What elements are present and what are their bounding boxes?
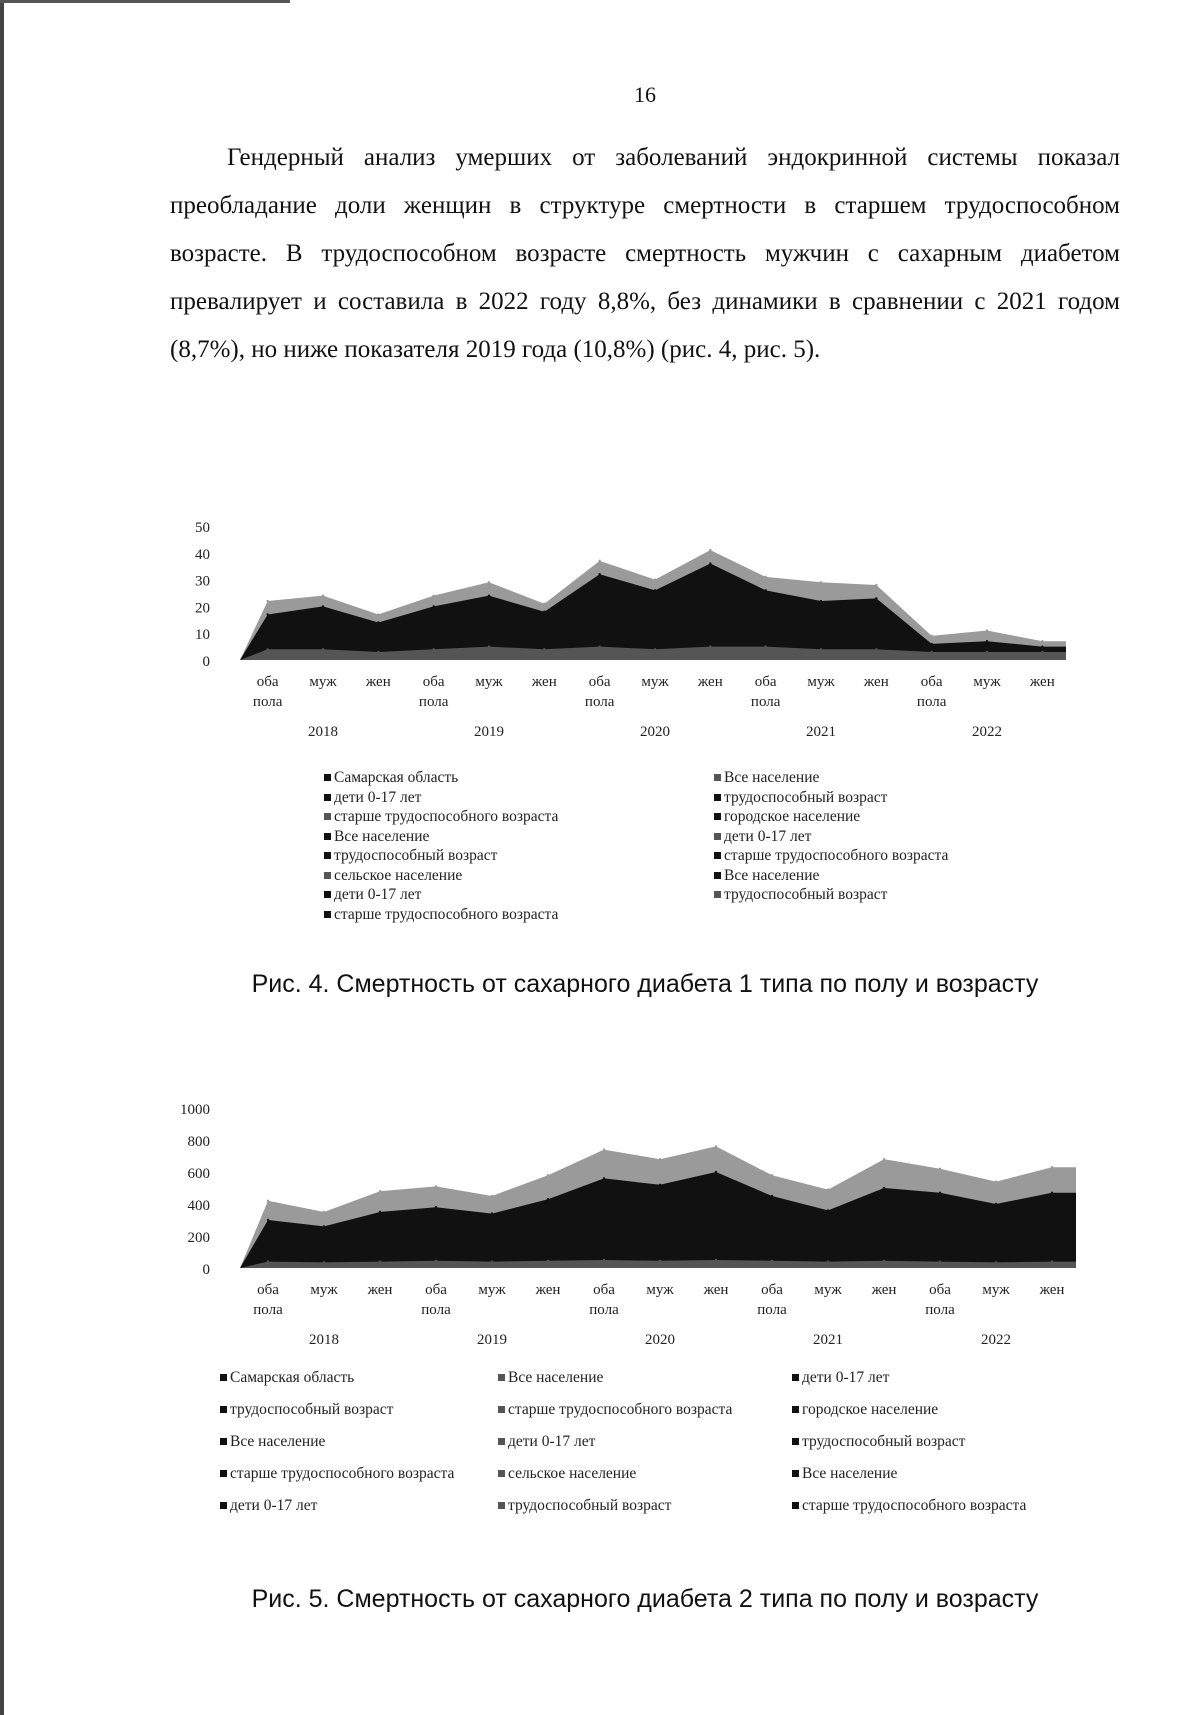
legend-label: трудоспособный возраст	[334, 847, 498, 864]
x-tick-label-line2: пола	[418, 694, 449, 710]
legend-item	[714, 846, 948, 866]
data-point	[709, 562, 711, 564]
data-point	[547, 1174, 549, 1176]
legend-item	[324, 846, 497, 866]
data-point	[827, 1209, 829, 1211]
data-point	[986, 651, 988, 653]
y-tick-label: 40	[195, 546, 210, 563]
legend-label: Все население	[508, 1369, 604, 1386]
year-group-label: 2020	[645, 1332, 675, 1348]
x-tick-label: муж	[646, 1282, 674, 1298]
legend-marker	[714, 833, 721, 840]
x-tick-label: жен	[863, 674, 889, 690]
legend-item	[498, 1496, 671, 1516]
data-point	[659, 1260, 661, 1262]
data-point	[598, 573, 600, 575]
x-tick-label: муж	[982, 1282, 1010, 1298]
data-point	[491, 1212, 493, 1214]
legend-label: старше трудоспособного возраста	[802, 1497, 1027, 1514]
year-group-label: 2020	[640, 724, 670, 740]
data-point	[491, 1195, 493, 1197]
data-point	[1051, 1166, 1053, 1168]
data-point	[709, 549, 711, 551]
legend-item	[792, 1432, 965, 1452]
legend-marker	[324, 872, 331, 879]
data-point	[764, 645, 766, 647]
data-point	[547, 1198, 549, 1200]
data-point	[488, 645, 490, 647]
legend-item	[220, 1464, 454, 1484]
data-point	[603, 1177, 605, 1179]
legend-item	[220, 1400, 393, 1420]
x-tick-label: муж	[309, 674, 337, 690]
data-point	[715, 1171, 717, 1173]
data-point	[995, 1180, 997, 1182]
y-tick-label: 400	[187, 1198, 210, 1214]
legend-marker	[792, 1438, 799, 1445]
year-group-label: 2022	[972, 724, 1002, 740]
data-point	[930, 635, 932, 637]
data-point	[875, 597, 877, 599]
x-tick-label: муж	[310, 1282, 338, 1298]
data-point	[654, 578, 656, 580]
x-tick-label: жен	[703, 1282, 729, 1298]
y-tick-label: 10	[195, 627, 210, 644]
legend-marker	[324, 774, 331, 781]
data-point	[379, 1211, 381, 1213]
data-point	[377, 613, 379, 615]
data-point	[432, 648, 434, 650]
legend-label: дети 0-17 лет	[334, 886, 422, 903]
x-tick-label-line2: пола	[750, 694, 781, 710]
legend-item	[498, 1368, 603, 1388]
data-point	[875, 648, 877, 650]
data-point	[930, 651, 932, 653]
data-point	[377, 651, 379, 653]
x-tick-label: оба	[754, 674, 777, 690]
y-tick-label: 0	[202, 654, 210, 670]
y-tick-label: 200	[187, 1230, 210, 1246]
legend-label: городское население	[724, 808, 861, 825]
legend-label: старше трудоспособного возраста	[230, 1465, 455, 1482]
x-tick-label-line2: пола	[252, 694, 283, 710]
legend-item	[324, 885, 421, 905]
data-point	[435, 1206, 437, 1208]
x-tick-label: оба	[425, 1282, 447, 1298]
x-tick-label: жен	[871, 1282, 897, 1298]
x-tick-label: муж	[807, 674, 835, 690]
legend-item	[714, 866, 819, 886]
data-point	[827, 1188, 829, 1190]
data-point	[659, 1158, 661, 1160]
data-point	[267, 1260, 269, 1262]
data-point	[771, 1260, 773, 1262]
legend-marker	[714, 794, 721, 801]
figure-4-svg	[0, 510, 1200, 760]
x-tick-label: жен	[1039, 1282, 1065, 1298]
data-point	[598, 645, 600, 647]
data-point	[1041, 645, 1043, 647]
legend-marker	[498, 1502, 505, 1509]
year-group-label: 2021	[813, 1332, 843, 1348]
legend-item	[324, 807, 558, 827]
data-point	[435, 1185, 437, 1187]
scan-border-left	[0, 0, 4, 1715]
x-tick-label-line2: пола	[584, 694, 615, 710]
legend-label: Все население	[334, 827, 430, 845]
x-tick-label-line2: пола	[253, 1302, 283, 1318]
x-tick-label: оба	[422, 674, 445, 690]
legend-marker	[714, 872, 721, 879]
data-point	[771, 1195, 773, 1197]
data-point	[379, 1190, 381, 1192]
legend-label: трудоспособный возраст	[724, 788, 888, 806]
data-point	[543, 611, 545, 613]
data-point	[379, 1260, 381, 1262]
data-point	[827, 1260, 829, 1262]
x-tick-label: оба	[257, 1282, 279, 1298]
data-point	[1051, 1260, 1053, 1262]
y-tick-label: 600	[187, 1166, 210, 1182]
x-tick-label: муж	[973, 674, 1001, 690]
data-point	[322, 594, 324, 596]
data-point	[771, 1174, 773, 1176]
data-point	[323, 1225, 325, 1227]
data-point	[323, 1211, 325, 1213]
x-tick-label: жен	[1029, 674, 1055, 690]
y-tick-label: 50	[195, 520, 210, 536]
data-point	[883, 1260, 885, 1262]
y-tick-label: 800	[187, 1134, 210, 1150]
data-point	[322, 648, 324, 650]
legend-label: дети 0-17 лет	[508, 1433, 596, 1450]
data-point	[266, 613, 268, 615]
data-point	[709, 645, 711, 647]
legend-marker	[220, 1438, 227, 1445]
x-tick-label: оба	[761, 1282, 783, 1298]
data-point	[603, 1148, 605, 1150]
figure-4-caption: Рис. 4. Смертность от сахарного диабета 1 типа по полу и возрасту	[251, 970, 1039, 998]
data-point	[1041, 651, 1043, 653]
legend-item	[714, 827, 811, 847]
x-tick-label: оба	[593, 1282, 615, 1298]
legend-label: Все население	[802, 1465, 898, 1482]
legend-label: трудоспособный возраст	[724, 886, 888, 903]
legend-marker	[324, 891, 331, 898]
data-point	[654, 648, 656, 650]
data-point	[820, 600, 822, 602]
legend-item	[714, 807, 860, 827]
data-point	[995, 1261, 997, 1263]
data-point	[603, 1259, 605, 1261]
legend-marker	[324, 911, 331, 918]
data-point	[930, 643, 932, 645]
legend-label: трудоспособный возраст	[802, 1433, 966, 1450]
data-point	[939, 1260, 941, 1262]
legend-item	[498, 1400, 732, 1420]
year-group-label: 2022	[981, 1332, 1011, 1348]
data-point	[939, 1192, 941, 1194]
legend-marker	[498, 1438, 505, 1445]
x-tick-label-line2: пола	[757, 1302, 787, 1318]
data-point	[432, 594, 434, 596]
figure-4-chart	[0, 510, 1200, 765]
legend-label: дети 0-17 лет	[334, 788, 422, 806]
legend-label: старше трудоспособного возраста	[508, 1401, 733, 1418]
legend-item	[220, 1432, 325, 1452]
data-point	[883, 1158, 885, 1160]
legend-marker	[714, 891, 721, 898]
x-tick-label: жен	[531, 674, 557, 690]
data-point	[883, 1187, 885, 1189]
x-tick-label: муж	[641, 674, 669, 690]
legend-marker	[498, 1374, 505, 1381]
data-point	[543, 648, 545, 650]
data-point	[995, 1203, 997, 1205]
legend-label: сельское население	[334, 866, 463, 884]
legend-marker	[714, 852, 721, 859]
data-point	[322, 605, 324, 607]
figure-5-chart	[0, 1090, 1200, 1355]
data-point	[820, 648, 822, 650]
x-tick-label: жен	[367, 1282, 393, 1298]
data-point	[377, 621, 379, 623]
x-tick-label-line2: пола	[925, 1302, 955, 1318]
scan-border-top	[0, 0, 290, 3]
year-group-label: 2019	[477, 1332, 507, 1348]
legend-item	[498, 1464, 636, 1484]
legend-marker	[498, 1406, 505, 1413]
data-point	[875, 584, 877, 586]
data-point	[986, 640, 988, 642]
y-tick-label: 0	[202, 1262, 210, 1278]
data-point	[654, 589, 656, 591]
legend-item	[324, 788, 421, 808]
legend-item	[714, 788, 887, 808]
x-tick-label: жен	[365, 674, 391, 690]
data-point	[266, 600, 268, 602]
legend-item	[220, 1496, 317, 1516]
legend-item	[324, 768, 458, 788]
figure-5-caption: Рис. 5. Смертность от сахарного диабета 2 типа по полу и возрасту	[251, 1585, 1039, 1613]
legend-item	[324, 827, 429, 847]
legend-marker	[792, 1374, 799, 1381]
data-point	[323, 1261, 325, 1263]
legend-item	[324, 905, 558, 925]
legend-marker	[220, 1502, 227, 1509]
data-point	[820, 581, 822, 583]
legend-marker	[220, 1406, 227, 1413]
legend-label: Все население	[724, 769, 820, 786]
page-number: 16	[634, 82, 656, 107]
legend-item	[714, 768, 819, 788]
legend-marker	[324, 794, 331, 801]
data-point	[939, 1168, 941, 1170]
year-group-label: 2019	[474, 724, 504, 740]
data-point	[267, 1219, 269, 1221]
year-group-label: 2018	[309, 1332, 339, 1348]
data-point	[435, 1260, 437, 1262]
data-point	[488, 581, 490, 583]
legend-label: дети 0-17 лет	[230, 1497, 318, 1514]
legend-marker	[498, 1470, 505, 1477]
x-tick-label: оба	[929, 1282, 951, 1298]
y-tick-label: 20	[195, 600, 210, 617]
x-tick-label: жен	[535, 1282, 561, 1298]
legend-label: сельское население	[508, 1465, 637, 1482]
legend-marker	[324, 833, 331, 840]
data-point	[764, 589, 766, 591]
legend-label: Все население	[230, 1433, 326, 1450]
legend-marker	[324, 813, 331, 820]
legend-label: Самарская область	[230, 1369, 355, 1386]
legend-label: трудоспособный возраст	[230, 1401, 394, 1418]
data-point	[986, 629, 988, 631]
legend-marker	[714, 813, 721, 820]
x-tick-label: жен	[697, 674, 723, 690]
x-tick-label: оба	[588, 674, 611, 690]
legend-item	[792, 1496, 1026, 1516]
data-point	[266, 648, 268, 650]
legend-label: дети 0-17 лет	[802, 1369, 890, 1386]
legend-item	[792, 1368, 889, 1388]
x-tick-label-line2: пола	[421, 1302, 451, 1318]
legend-item	[792, 1464, 897, 1484]
y-tick-label: 30	[195, 573, 210, 590]
x-tick-label: муж	[475, 674, 503, 690]
legend-label: трудоспособный возраст	[508, 1497, 672, 1514]
legend-label: старше трудоспособного возраста	[334, 905, 559, 923]
data-point	[267, 1200, 269, 1202]
figure-5-svg	[0, 1090, 1200, 1350]
x-tick-label: муж	[814, 1282, 842, 1298]
x-tick-label: муж	[478, 1282, 506, 1298]
data-point	[491, 1260, 493, 1262]
legend-label: старше трудоспособного возраста	[724, 847, 949, 864]
legend-item	[792, 1400, 938, 1420]
legend-item	[498, 1432, 595, 1452]
legend-label: Все население	[724, 866, 820, 884]
data-point	[1041, 640, 1043, 642]
legend-label: Самарская область	[334, 769, 459, 786]
legend-marker	[714, 774, 721, 781]
legend-marker	[220, 1374, 227, 1381]
data-point	[547, 1260, 549, 1262]
data-point	[488, 594, 490, 596]
year-group-label: 2021	[806, 724, 836, 740]
data-point	[543, 603, 545, 605]
body-paragraph: Гендерный анализ умерших от заболеваний эндокринной системы показал преобладание доли женщин в структуре смертности в старшем трудоспособном возрасте. В трудоспособном возрасте смертность мужчин с сахарным диабетом превалирует и составила в 2022 году 8,8%, без динамики в сравнении с 2021 годом (8,7%), но ниже показателя 2019 года (10,8%) (рис. 4, рис. 5).	[170, 144, 1120, 363]
legend-label: городское население	[802, 1401, 939, 1418]
legend-item	[324, 866, 462, 886]
data-point	[432, 605, 434, 607]
legend-marker	[220, 1470, 227, 1477]
data-point	[764, 576, 766, 578]
x-tick-label-line2: пола	[589, 1302, 619, 1318]
legend-item	[220, 1368, 354, 1388]
legend-label: старше трудоспособного возраста	[334, 808, 559, 825]
x-tick-label: оба	[920, 674, 943, 690]
legend-marker	[792, 1470, 799, 1477]
legend-marker	[324, 852, 331, 859]
legend-marker	[792, 1406, 799, 1413]
y-tick-label: 1000	[180, 1102, 210, 1118]
legend-item	[714, 885, 887, 905]
legend-label: дети 0-17 лет	[724, 827, 812, 845]
legend-marker	[792, 1502, 799, 1509]
year-group-label: 2018	[308, 724, 338, 740]
x-tick-label-line2: пола	[916, 694, 947, 710]
data-point	[715, 1259, 717, 1261]
data-point	[659, 1184, 661, 1186]
data-point	[715, 1145, 717, 1147]
data-point	[1051, 1192, 1053, 1194]
data-point	[598, 560, 600, 562]
x-tick-label: оба	[256, 674, 279, 690]
